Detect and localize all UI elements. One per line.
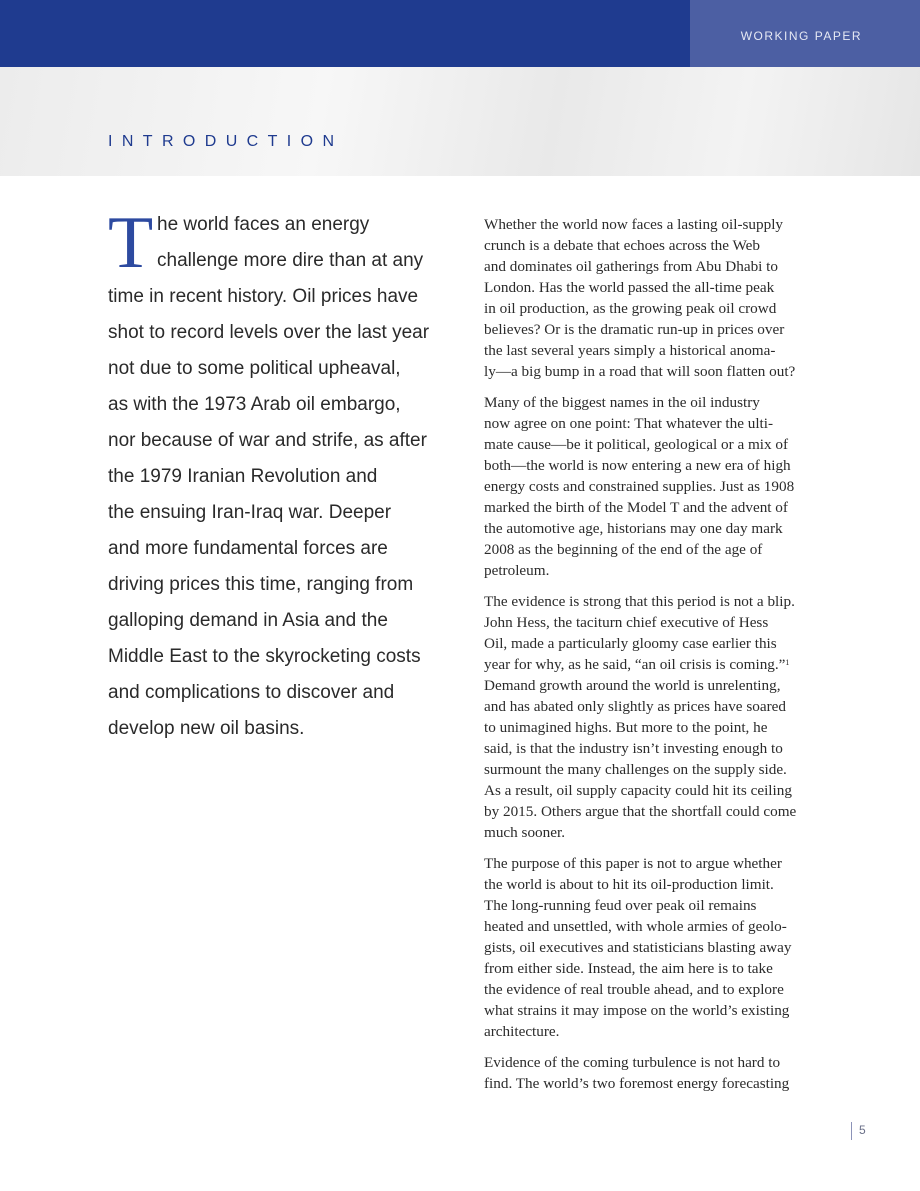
body-line: what strains it may impose on the world’s existing [484, 1002, 790, 1019]
body-line: the world is about to hit its oil-production limit. [484, 876, 774, 893]
lead-line: Middle East to the skyrocketing costs [108, 646, 421, 667]
lead-line: the 1979 Iranian Revolution and [108, 466, 378, 487]
body-paragraph [484, 591, 829, 843]
lead-line: driving prices this time, ranging from [108, 574, 414, 595]
body-line: find. The world’s two foremost energy forecasting [484, 1075, 790, 1092]
body-line: much sooner. [484, 824, 565, 841]
body-line: the last several years simply a historical anoma- [484, 342, 776, 359]
body-line: architecture. [484, 1023, 560, 1040]
body-paragraph [484, 392, 829, 581]
lead-line: nor because of war and strife, as after [108, 430, 427, 451]
lead-line: time in recent history. Oil prices have [108, 286, 419, 307]
footnote-marker[interactable]: 1 [785, 658, 790, 667]
body-paragraph [484, 853, 829, 1042]
body-line: Evidence of the coming turbulence is not hard to [484, 1054, 781, 1071]
body-line: the automotive age, historians may one day mark [484, 520, 783, 537]
lead-line: he world faces an energy [157, 214, 370, 235]
body-paragraph [484, 1052, 829, 1094]
body-line: surmount the many challenges on the supply side. [484, 761, 787, 778]
drop-cap: T [108, 202, 154, 284]
body-line: The purpose of this paper is not to argue whether [484, 855, 782, 872]
page-number: 5 [851, 1122, 866, 1140]
body-line: said, is that the industry isn’t investing enough to [484, 740, 783, 757]
body-line: from either side. Instead, the aim here is to take [484, 960, 773, 977]
body-line-text: year for why, as he said, “an oil crisis is coming.” [484, 656, 786, 673]
body-line: London. Has the world passed the all-time peak [484, 279, 775, 296]
body-line: by 2015. Others argue that the shortfall could come [484, 803, 797, 820]
lead-line: shot to record levels over the last year [108, 322, 430, 343]
body-line: Demand growth around the world is unrelenting, [484, 677, 781, 694]
body-line: believes? Or is the dramatic run-up in prices over [484, 321, 785, 338]
body-line: mate cause—be it political, geological or a mix of [484, 436, 789, 453]
body-line: marked the birth of the Model T and the advent of [484, 499, 788, 516]
body-line: in oil production, as the growing peak oil crowd [484, 300, 777, 317]
body-line: ly—a big bump in a road that will soon flatten out? [484, 363, 796, 380]
body-line: petroleum. [484, 562, 550, 579]
body-line: and has abated only slightly as prices have soared [484, 698, 786, 715]
lead-line: the ensuing Iran-Iraq war. Deeper [108, 502, 392, 523]
lead-line: challenge more dire than at any [157, 250, 424, 271]
body-line: Many of the biggest names in the oil industry [484, 394, 760, 411]
lead-line: as with the 1973 Arab oil embargo, [108, 394, 401, 415]
body-line: heated and unsettled, with whole armies of geolo- [484, 918, 787, 935]
lead-paragraph [108, 202, 448, 747]
body-line: both—the world is now entering a new era of high [484, 457, 791, 474]
body-line: and dominates oil gatherings from Abu Dhabi to [484, 258, 778, 275]
section-title: INTRODUCTION [108, 133, 344, 150]
body-line: The evidence is strong that this period is not a blip. [484, 593, 795, 610]
body-text [484, 214, 829, 1104]
body-line: The long-running feud over peak oil remains [484, 897, 757, 914]
header-tab-label: WORKING PAPER [740, 29, 862, 43]
body-line: As a result, oil supply capacity could hit its ceiling [484, 782, 792, 799]
section-band [0, 67, 920, 176]
body-line: the evidence of real trouble ahead, and to explore [484, 981, 784, 998]
lead-line: develop new oil basins. [108, 718, 305, 739]
body-line: now agree on one point: That whatever the ulti- [484, 415, 774, 432]
lead-line: and complications to discover and [108, 682, 395, 703]
body-line: Whether the world now faces a lasting oil-supply [484, 216, 784, 233]
body-line: Oil, made a particularly gloomy case earlier this [484, 635, 777, 652]
body-line: John Hess, the taciturn chief executive of Hess [484, 614, 769, 631]
body-line: 2008 as the beginning of the end of the age of [484, 541, 763, 558]
body-line: to unimagined highs. But more to the point, he [484, 719, 768, 736]
body-line [484, 654, 829, 675]
body-paragraph [484, 214, 829, 382]
lead-line: galloping demand in Asia and the [108, 610, 388, 631]
lead-line: and more fundamental forces are [108, 538, 388, 559]
body-line: crunch is a debate that echoes across the Web [484, 237, 760, 254]
body-line: energy costs and constrained supplies. Just as 1908 [484, 478, 795, 495]
lead-line: not due to some political upheaval, [108, 358, 401, 379]
header-tab [690, 0, 920, 67]
body-line: gists, oil executives and statisticians blasting away [484, 939, 792, 956]
